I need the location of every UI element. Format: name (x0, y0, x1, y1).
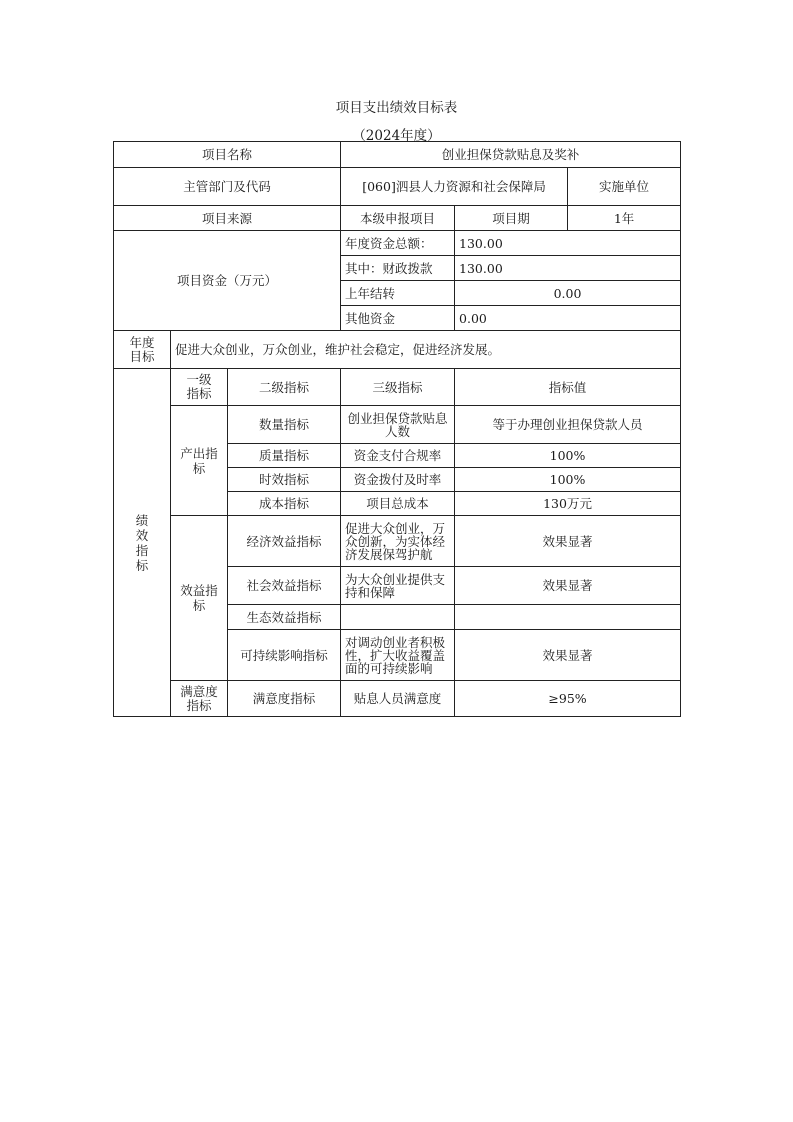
value-cell: 等于办理创业担保贷款人员 (455, 406, 681, 444)
value-cell: ≥95% (455, 681, 681, 717)
output-label: 产出指标 (171, 406, 228, 516)
level3-cell: 对调动创业者积极性，扩大收益覆盖面的可持续影响 (341, 630, 455, 681)
period-value: 1年 (568, 206, 681, 231)
row-department (114, 168, 681, 206)
funds-label: 项目资金（万元） (114, 231, 341, 331)
table-row (114, 516, 681, 567)
value-cell: 效果显著 (455, 567, 681, 605)
row-project-name (114, 142, 681, 168)
level3-cell: 资金支付合规率 (341, 444, 455, 468)
row-annual-goal (114, 331, 681, 369)
header-value: 指标值 (455, 369, 681, 406)
level2-cell: 数量指标 (228, 406, 341, 444)
impl-label: 实施单位 (568, 168, 681, 206)
satisfaction-label: 满意度指标 (171, 681, 228, 717)
level2-cell: 可持续影响指标 (228, 630, 341, 681)
goal-text: 促进大众创业，万众创业，维护社会稳定，促进经济发展。 (171, 331, 681, 369)
value-cell: 效果显著 (455, 630, 681, 681)
header-level3: 三级指标 (341, 369, 455, 406)
funds-row-value: 0.00 (455, 306, 681, 331)
table-title: 项目支出绩效目标表 (335, 100, 458, 116)
funds-row-label: 其中：财政拨款 (341, 256, 455, 281)
level3-cell: 项目总成本 (341, 492, 455, 516)
funds-row-value: 130.00 (455, 231, 681, 256)
value-cell: 130万元 (455, 492, 681, 516)
perf-label: 绩效指标 (114, 369, 171, 717)
level2-cell: 社会效益指标 (228, 567, 341, 605)
source-label: 项目来源 (114, 206, 341, 231)
table-row (114, 406, 681, 444)
project-name-value: 创业担保贷款贴息及奖补 (341, 142, 681, 168)
funds-row-label: 上年结转 (341, 281, 455, 306)
period-label: 项目期 (455, 206, 568, 231)
header-level1: 一级指标 (171, 369, 228, 406)
level2-cell: 经济效益指标 (228, 516, 341, 567)
level3-cell: 资金拨付及时率 (341, 468, 455, 492)
value-cell: 100% (455, 444, 681, 468)
value-cell (455, 605, 681, 630)
funds-row-label: 其他资金 (341, 306, 455, 331)
row-source (114, 206, 681, 231)
table-year: （2024年度） (352, 128, 441, 144)
level3-cell: 创业担保贷款贴息人数 (341, 406, 455, 444)
source-value: 本级申报项目 (341, 206, 455, 231)
goal-label: 年度目标 (114, 331, 171, 369)
level3-cell: 促进大众创业，万众创新，为实体经济发展保驾护航 (341, 516, 455, 567)
row-perf-header (114, 369, 681, 406)
level3-cell: 为大众创业提供支持和保障 (341, 567, 455, 605)
funds-row-label: 年度资金总额： (341, 231, 455, 256)
benefit-label: 效益指标 (171, 516, 228, 681)
level2-cell: 成本指标 (228, 492, 341, 516)
funds-row-value: 130.00 (455, 256, 681, 281)
level2-cell: 满意度指标 (228, 681, 341, 717)
level2-cell: 质量指标 (228, 444, 341, 468)
row-funds-total (114, 231, 681, 256)
value-cell: 效果显著 (455, 516, 681, 567)
header-level2: 二级指标 (228, 369, 341, 406)
level3-cell: 贴息人员满意度 (341, 681, 455, 717)
value-cell: 100% (455, 468, 681, 492)
level3-cell (341, 605, 455, 630)
project-name-label: 项目名称 (114, 142, 341, 168)
dept-value: [060]泗县人力资源和社会保障局 (341, 168, 568, 206)
table-row (114, 681, 681, 717)
dept-label: 主管部门及代码 (114, 168, 341, 206)
performance-goal-table (113, 141, 681, 717)
level2-cell: 时效指标 (228, 468, 341, 492)
level2-cell: 生态效益指标 (228, 605, 341, 630)
funds-row-value: 0.00 (455, 281, 681, 306)
